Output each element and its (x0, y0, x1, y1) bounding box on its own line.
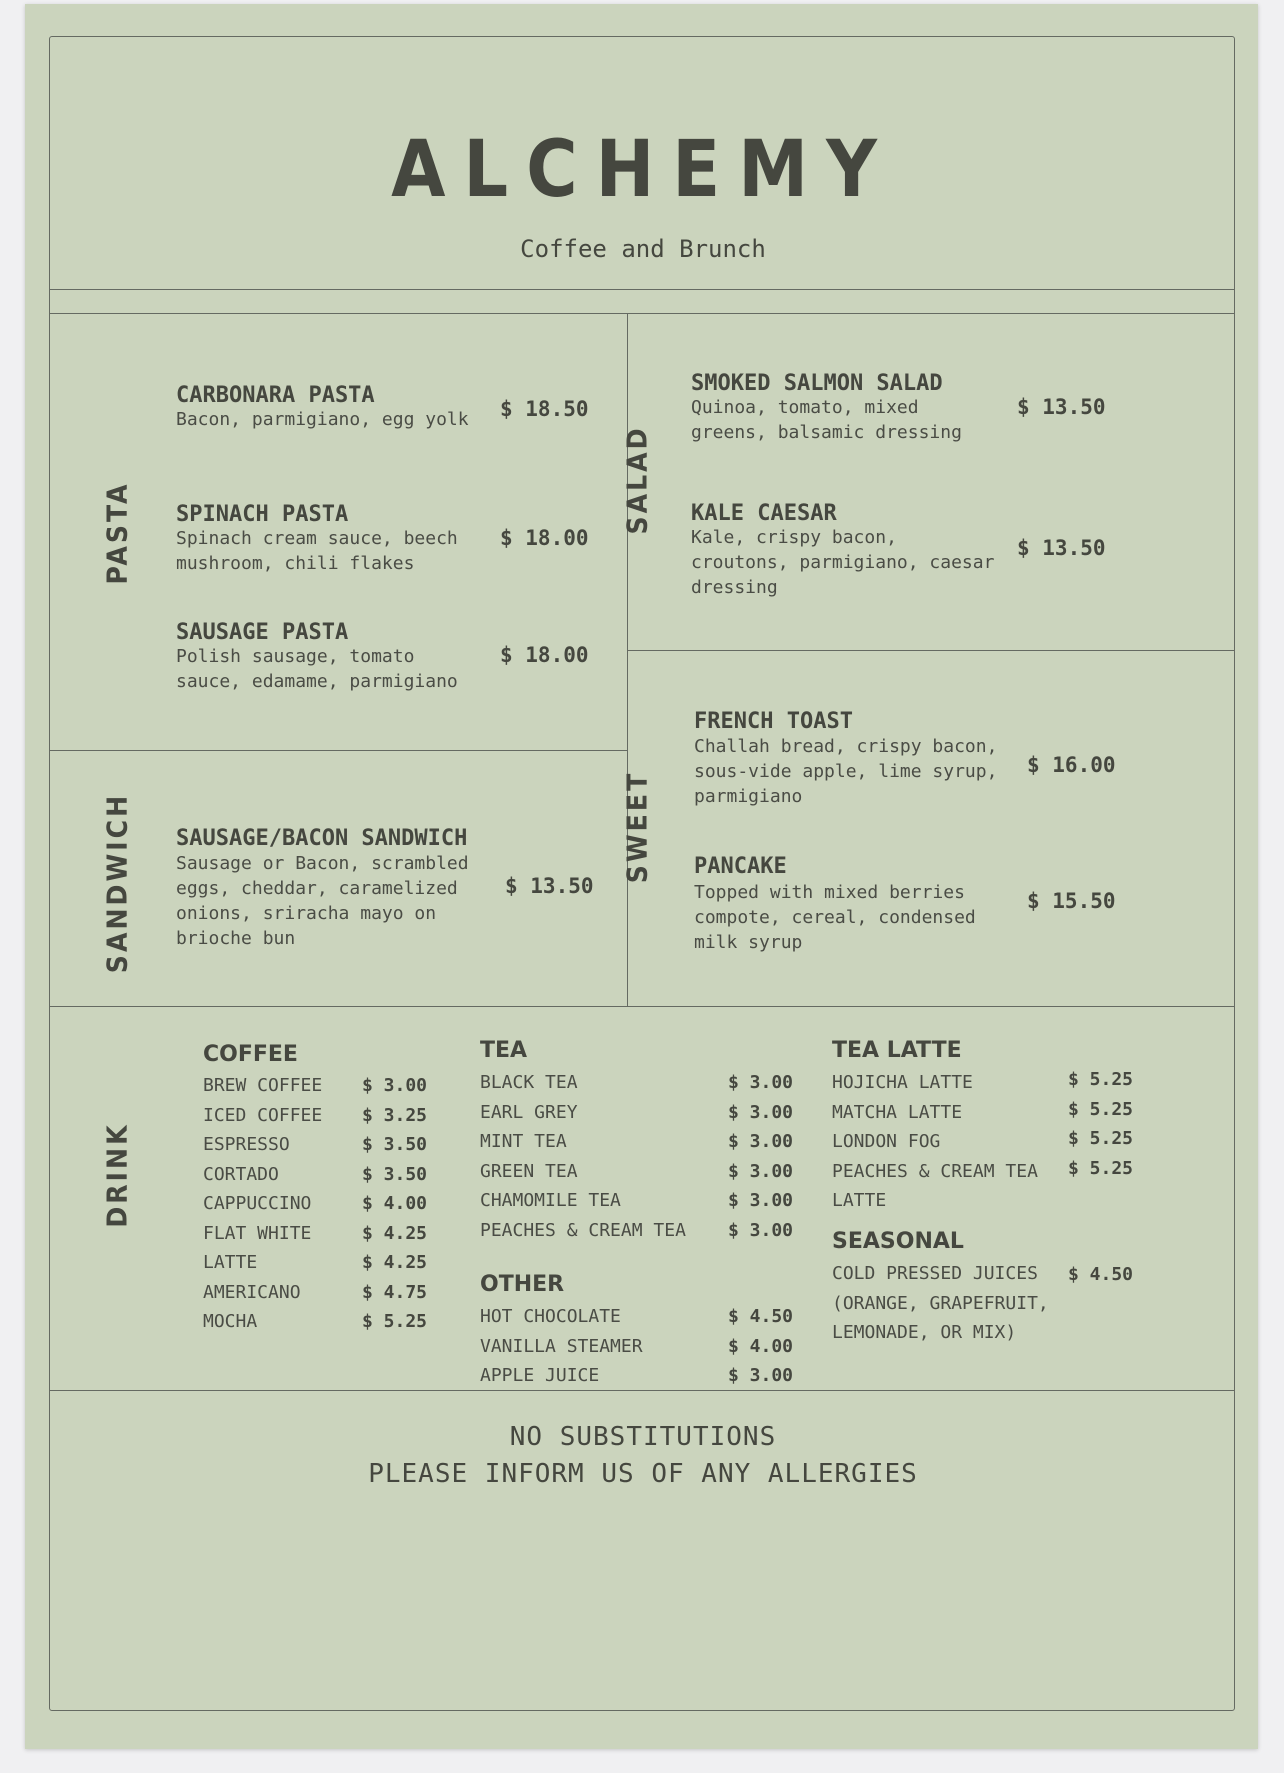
menu-frame (49, 36, 1235, 1711)
list-item (480, 1219, 794, 1250)
drink-price: $ 3.00 (728, 1101, 794, 1123)
drink-price: $ 3.00 (362, 1075, 428, 1096)
divider (628, 650, 1234, 651)
drink-price: $ 3.00 (728, 1131, 794, 1152)
drink-name: BREW COFFEE (203, 1075, 323, 1096)
drink-price: $ 4.50 (728, 1306, 794, 1327)
list-item (203, 1282, 433, 1312)
menu-item-price: $ 13.50 (505, 874, 594, 898)
drink-name: ESPRESSO (203, 1134, 290, 1155)
tea-list (480, 1072, 794, 1249)
list-item (480, 1365, 794, 1395)
drink-name: FLAT WHITE (203, 1222, 312, 1244)
menu-item-description: Quinoa, tomato, mixed greens, balsamic dressing (691, 397, 962, 443)
menu-item-description: Bacon, parmigiano, egg yolk (176, 409, 469, 430)
footer-notice: NO SUBSTITUTIONS (509, 1422, 777, 1452)
divider (627, 313, 628, 1006)
brand-title: ALCHEMY (391, 125, 895, 215)
list-item (832, 1190, 1172, 1220)
drink-price: $ 3.25 (362, 1104, 428, 1126)
drink-heading-coffee: COFFEE (203, 1042, 298, 1067)
list-item (480, 1101, 794, 1132)
drink-price: $ 3.00 (728, 1160, 794, 1182)
drink-price: $ 4.00 (728, 1335, 794, 1357)
drink-price: $ 4.25 (362, 1222, 428, 1244)
drink-name: CHAMOMILE TEA (480, 1190, 621, 1211)
list-item (480, 1131, 794, 1161)
tea-latte-list (832, 1069, 1172, 1220)
section-label-sweet: SWEET (620, 770, 654, 884)
list-item (832, 1069, 1172, 1102)
coffee-list (203, 1075, 433, 1341)
list-item (832, 1128, 1172, 1161)
seasonal-list (832, 1263, 1172, 1352)
menu-item-name: SMOKED SALMON SALAD (691, 371, 943, 396)
menu-item-price: $ 13.50 (1017, 395, 1106, 419)
menu-item-price: $ 18.00 (500, 643, 589, 667)
drink-price: $ 3.00 (728, 1072, 794, 1093)
drink-price: $ 4.50 (1068, 1264, 1134, 1285)
drink-name: (ORANGE, GRAPEFRUIT, (832, 1292, 1049, 1314)
menu-item-name: SAUSAGE PASTA (176, 620, 349, 645)
drink-price: $ 4.75 (362, 1281, 428, 1303)
drink-name: LEMONADE, OR MIX) (832, 1322, 1017, 1343)
list-item (203, 1223, 433, 1253)
drink-heading-tea-latte: TEA LATTE (832, 1038, 962, 1063)
drink-name: EARL GREY (480, 1101, 578, 1123)
footer-notice: PLEASE INFORM US OF ANY ALLERGIES (368, 1459, 918, 1489)
list-item (480, 1335, 794, 1366)
drink-name: MATCHA LATTE (832, 1101, 963, 1123)
drink-name: APPLE JUICE (480, 1365, 600, 1386)
drink-price: $ 3.50 (362, 1134, 428, 1155)
drink-heading-seasonal: SEASONAL (832, 1229, 964, 1254)
menu-item-name: PANCAKE (694, 854, 787, 879)
drink-name: ICED COFFEE (203, 1104, 323, 1126)
menu-item-name: FRENCH TOAST (694, 709, 853, 734)
drink-price: $ 5.25 (1068, 1069, 1134, 1090)
list-item (480, 1190, 794, 1220)
drink-name: BLACK TEA (480, 1072, 578, 1093)
menu-item-description: Sausage or Bacon, scrambled eggs, cheddar, caramelized onions, sriracha mayo on brioche bun (176, 853, 469, 949)
divider (50, 1006, 1234, 1007)
menu-item-name: SPINACH PASTA (176, 502, 349, 527)
section-label-pasta: PASTA (100, 481, 134, 585)
drink-name: LATTE (203, 1252, 258, 1273)
divider (50, 750, 628, 751)
menu-item-description: Topped with mixed berries compote, cereal, condensed milk syrup (694, 882, 976, 953)
list-item (203, 1134, 433, 1164)
drink-name: MINT TEA (480, 1131, 567, 1152)
brand-subtitle: Coffee and Brunch (520, 235, 766, 263)
menu-item-description: Polish sausage, tomato sauce, edamame, parmigiano (176, 646, 458, 692)
drink-heading-other: OTHER (480, 1272, 565, 1297)
list-item (832, 1293, 1172, 1323)
list-item (832, 1098, 1172, 1132)
drink-name: HOJICHA LATTE (832, 1072, 973, 1093)
list-item (832, 1263, 1172, 1293)
section-label-drink: DRINK (100, 1122, 134, 1228)
list-item (480, 1072, 794, 1102)
drink-price: $ 5.25 (1068, 1128, 1134, 1149)
drink-name: PEACHES & CREAM TEA (832, 1160, 1038, 1182)
drink-name: GREEN TEA (480, 1160, 578, 1182)
list-item (480, 1306, 794, 1336)
drink-name: CAPPUCCINO (203, 1193, 312, 1214)
drink-name: COLD PRESSED JUICES (832, 1263, 1038, 1284)
section-label-salad: SALAD (620, 425, 654, 535)
list-item (203, 1311, 433, 1341)
divider (50, 289, 1234, 290)
drink-name: LATTE (832, 1190, 887, 1211)
list-item (832, 1322, 1172, 1352)
drink-price: $ 3.00 (728, 1365, 794, 1386)
other-list (480, 1306, 794, 1395)
drink-price: $ 5.25 (1068, 1157, 1134, 1179)
drink-name: PEACHES & CREAM TEA (480, 1219, 686, 1241)
section-label-sandwich: SANDWICH (100, 792, 134, 974)
drink-price: $ 3.50 (362, 1163, 428, 1185)
menu-item-description: Challah bread, crispy bacon, sous-vide apple, lime syrup, parmigiano (694, 736, 998, 807)
drink-name: HOT CHOCOLATE (480, 1306, 621, 1327)
menu-item-price: $ 18.50 (500, 397, 589, 421)
menu-item-description: Kale, crispy bacon, croutons, parmigiano, caesar dressing (691, 527, 995, 598)
drink-price: $ 5.25 (1068, 1098, 1134, 1120)
drink-name: MOCHA (203, 1311, 258, 1332)
menu-item-name: KALE CAESAR (691, 501, 837, 526)
drink-price: $ 3.00 (728, 1190, 794, 1211)
menu-item-price: $ 15.50 (1027, 889, 1116, 913)
drink-name: VANILLA STEAMER (480, 1335, 643, 1357)
list-item (203, 1252, 433, 1282)
list-item (203, 1193, 433, 1223)
divider (50, 313, 1234, 314)
menu-item-price: $ 16.00 (1027, 753, 1116, 777)
list-item (203, 1164, 433, 1194)
drink-heading-tea: TEA (480, 1038, 528, 1063)
list-item (203, 1105, 433, 1135)
drink-price: $ 4.00 (362, 1193, 428, 1214)
drink-price: $ 3.00 (728, 1219, 794, 1241)
list-item (480, 1160, 794, 1191)
menu-item-name: SAUSAGE/BACON SANDWICH (176, 826, 468, 851)
drink-name: CORTADO (203, 1163, 279, 1185)
menu-item-description: Spinach cream sauce, beech mushroom, chili flakes (176, 528, 458, 574)
drink-price: $ 4.25 (362, 1252, 428, 1273)
menu-item-price: $ 13.50 (1017, 536, 1106, 560)
menu-item-name: CARBONARA PASTA (176, 383, 375, 408)
drink-name: AMERICANO (203, 1281, 301, 1303)
drink-name: LONDON FOG (832, 1131, 941, 1152)
list-item (203, 1075, 433, 1105)
menu-page (25, 4, 1258, 1749)
menu-item-price: $ 18.00 (500, 526, 589, 550)
list-item (832, 1157, 1172, 1191)
drink-price: $ 5.25 (362, 1311, 428, 1332)
